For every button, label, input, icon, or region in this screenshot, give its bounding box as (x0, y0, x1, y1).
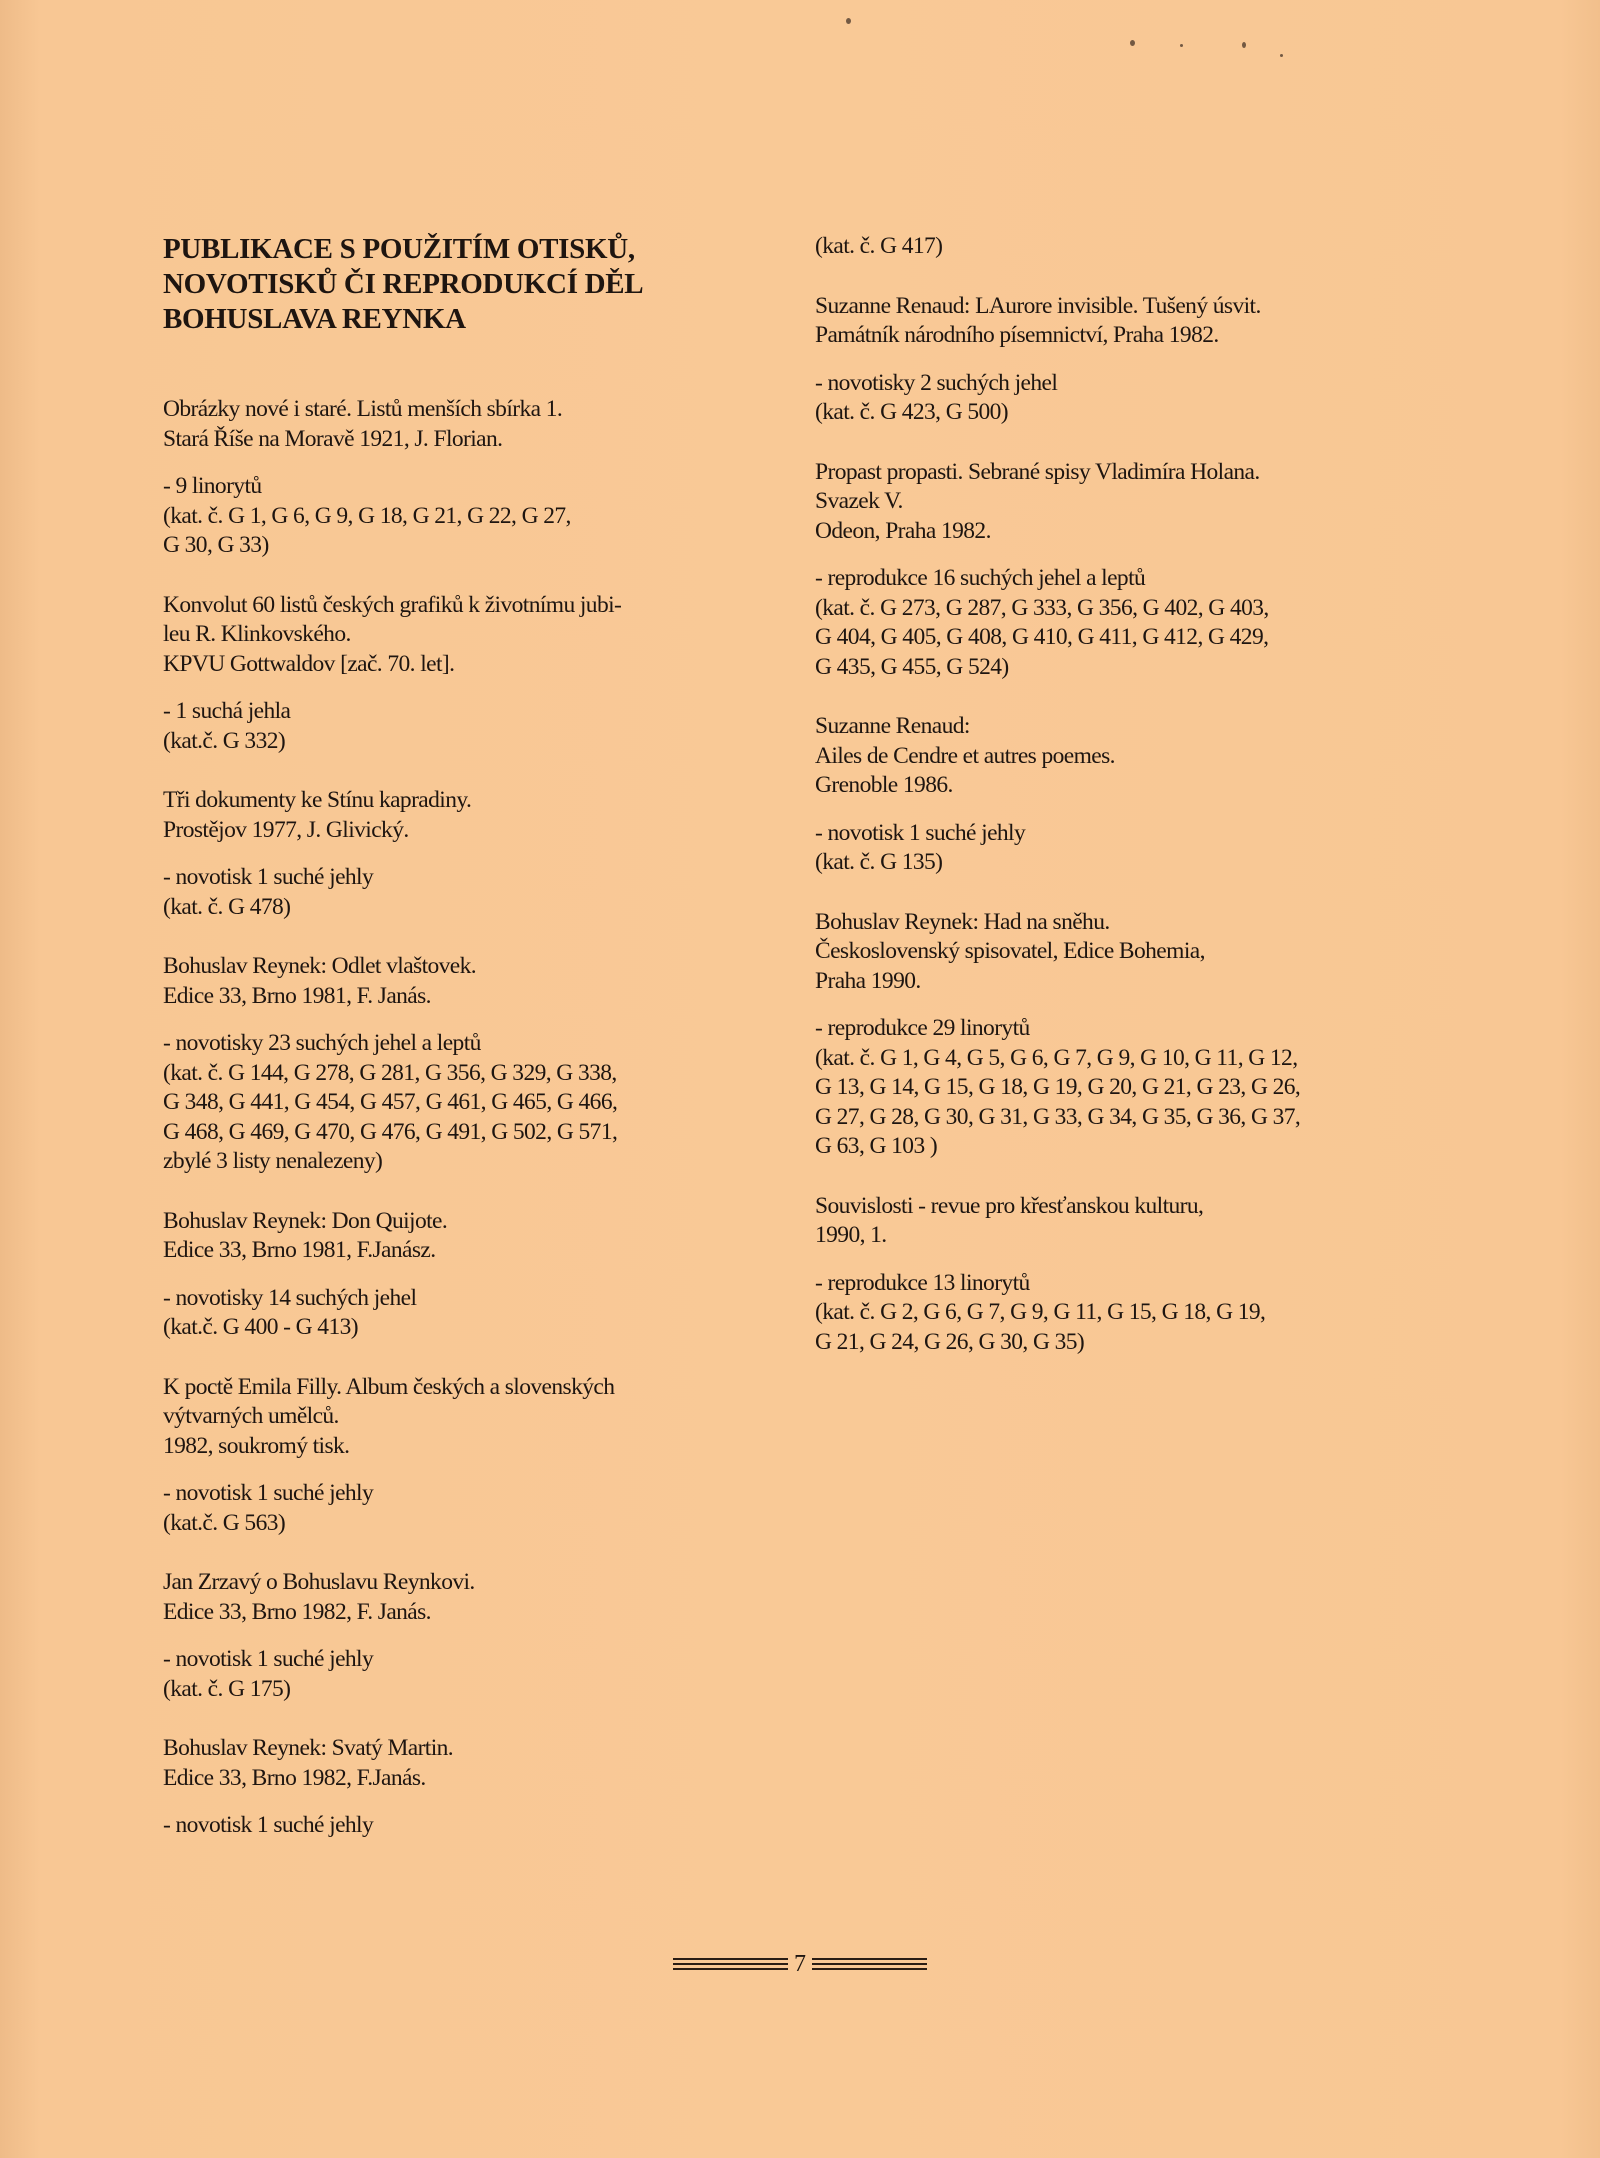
publication-info: Propast propasti. Sebrané spisy Vladimíra Holana. Svazek V. Odeon, Praha 1982. (815, 458, 1260, 544)
bibliography-entry (163, 395, 803, 561)
page-number: 7 (794, 1951, 806, 1977)
publication-info: Bohuslav Reynek: Odlet vlaštovek. Edice 33, Brno 1981, F. Janás. (163, 953, 477, 1009)
ink-speck (1280, 54, 1283, 57)
print-details: - reprodukce 13 linorytů (kat. č. G 2, G 6, G 7, G 9, G 11, G 15, G 18, G 19, G 21, G 24, G 26, G 30, G 35) (815, 1269, 1266, 1355)
bibliography-entry (163, 786, 803, 922)
footer-rule-left (673, 1957, 788, 1971)
bibliography-entry (815, 292, 1415, 428)
ink-speck (1180, 44, 1183, 47)
bibliography-entry (815, 458, 1415, 683)
print-details: - novotisk 1 suché jehly (kat. č. G 478) (163, 864, 374, 920)
print-details: - novotisk 1 suché jehly (kat.č. G 563) (163, 1480, 374, 1536)
publication-info: Jan Zrzavý o Bohuslavu Reynkovi. Edice 33, Brno 1982, F. Janás. (163, 1569, 475, 1625)
ink-speck (846, 18, 851, 24)
footer-rule-right (812, 1957, 927, 1971)
bibliography-entry (163, 591, 803, 757)
bibliography-entry (815, 1192, 1415, 1358)
print-details: - novotisk 1 suché jehly (163, 1812, 374, 1838)
bibliography-entry (163, 1373, 803, 1539)
publication-info: Souvislosti - revue pro křesťanskou kulturu, 1990, 1. (815, 1192, 1204, 1248)
publication-info: Bohuslav Reynek: Svatý Martin. Edice 33, Brno 1982, F.Janás. (163, 1735, 454, 1791)
continued-entry (815, 232, 1415, 262)
ink-speck (1242, 42, 1246, 48)
publication-info: Suzanne Renaud: LAurore invisible. Tušený úsvit. Památník národního písemnictví, Praha 1982. (815, 292, 1261, 348)
page-heading: PUBLIKACE S POUŽITÍM OTISKŮ, NOVOTISKŮ ČI REPRODUKCÍ DĚL BOHUSLAVA REYNKA (163, 233, 644, 335)
publication-info: Konvolut 60 listů českých grafiků k životnímu jubi- leu R. Klinkovského. KPVU Gottwaldov [zač. 70. let]. (163, 591, 622, 677)
publication-info: K poctě Emila Filly. Album českých a slovenských výtvarných umělců. 1982, soukromý tisk. (163, 1373, 615, 1459)
print-details: - 9 linorytů (kat. č. G 1, G 6, G 9, G 18, G 21, G 22, G 27, G 30, G 33) (163, 473, 571, 558)
publication-info: Bohuslav Reynek: Had na sněhu. Československý spisovatel, Edice Bohemia, Praha 1990. (815, 908, 1205, 994)
print-details: - novotisk 1 suché jehly (kat. č. G 135) (815, 819, 1026, 875)
ink-speck (1130, 40, 1135, 46)
bibliography-entry (163, 1207, 803, 1343)
publication-info: Suzanne Renaud: Ailes de Cendre et autres poemes. Grenoble 1986. (815, 713, 1115, 798)
bibliography-entry (815, 908, 1415, 1162)
print-details: - reprodukce 16 suchých jehel a leptů (kat. č. G 273, G 287, G 333, G 356, G 402, G 403, G 404, G 405, G 408, G 410, G 411, G 412, G 429, G 435, G 455, G 524) (815, 565, 1269, 680)
bibliography-entry (815, 712, 1415, 878)
print-details: - novotisky 23 suchých jehel a leptů (kat. č. G 144, G 278, G 281, G 356, G 329, G 338, G 348, G 441, G 454, G 457, G 461, G 465, G 466, G 468, G 469, G 470, G 476, G 491, G 502, G 571, zbylé 3 listy nenalezeny) (163, 1030, 618, 1174)
publication-info: Bohuslav Reynek: Don Quijote. Edice 33, Brno 1981, F.Janász. (163, 1207, 448, 1263)
print-details: - novotisky 2 suchých jehel (kat. č. G 423, G 500) (815, 369, 1058, 425)
print-details-continued: (kat. č. G 417) (815, 233, 943, 259)
left-column (163, 232, 803, 1871)
print-details: - novotisk 1 suché jehly (kat. č. G 175) (163, 1646, 374, 1702)
publication-info: Obrázky nové i staré. Listů menších sbírka 1. Stará Říše na Moravě 1921, J. Florian. (163, 396, 563, 452)
print-details: - novotisky 14 suchých jehel (kat.č. G 400 - G 413) (163, 1284, 417, 1340)
bibliography-entry (163, 1568, 803, 1704)
publication-info: Tři dokumenty ke Stínu kapradiny. Prostějov 1977, J. Glivický. (163, 787, 472, 843)
print-details: - 1 suchá jehla (kat.č. G 332) (163, 698, 291, 754)
bibliography-entry (163, 952, 803, 1177)
print-details: - reprodukce 29 linorytů (kat. č. G 1, G 4, G 5, G 6, G 7, G 9, G 10, G 11, G 12, G 13, G 14, G 15, G 18, G 19, G 20, G 21, G 23, G 26, G 27, G 28, G 30, G 31, G 33, G 34, G 35, G 36, G 37, G 63, G 103 ) (815, 1015, 1301, 1159)
page-footer (660, 1948, 940, 1980)
right-column (815, 232, 1415, 1387)
bibliography-entry (163, 1734, 803, 1841)
